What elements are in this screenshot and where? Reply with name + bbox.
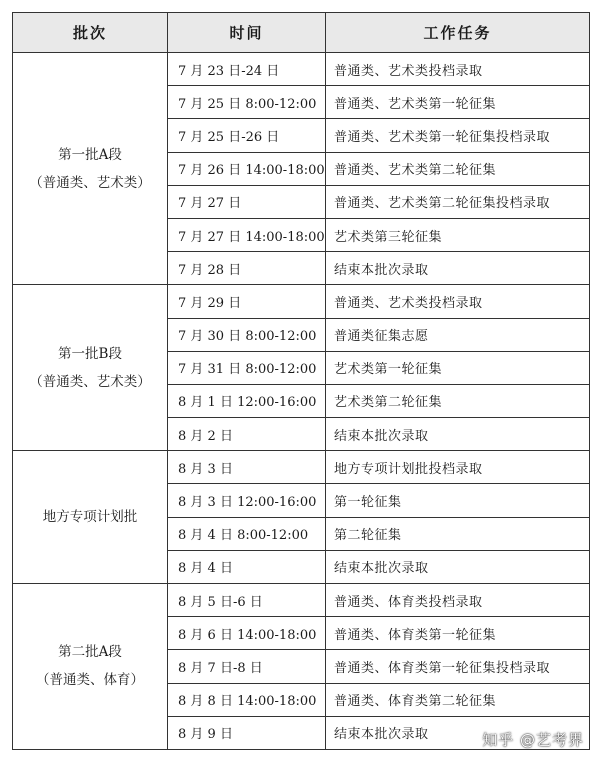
- table-row: [13, 285, 590, 318]
- time-cell: 8 月 2 日: [168, 418, 326, 451]
- time-cell: 7 月 26 日 14:00-18:00: [168, 152, 326, 185]
- schedule-body: [13, 53, 590, 750]
- task-cell: 普通类、体育类第二轮征集: [326, 683, 590, 716]
- time-cell: 8 月 9 日: [168, 716, 326, 749]
- task-cell: 普通类征集志愿: [326, 318, 590, 351]
- task-cell: 地方专项计划批投档录取: [326, 451, 590, 484]
- time-cell: 7 月 23 日-24 日: [168, 53, 326, 86]
- task-cell: 艺术类第三轮征集: [326, 218, 590, 251]
- table-row: [13, 451, 590, 484]
- task-cell: 普通类、艺术类投档录取: [326, 53, 590, 86]
- header-time: 时间: [168, 13, 326, 53]
- batch-subtitle: （普通类、体育）: [36, 672, 144, 689]
- table-row: [13, 53, 590, 86]
- time-cell: 7 月 29 日: [168, 285, 326, 318]
- batch-subtitle: （普通类、艺术类）: [29, 373, 151, 390]
- time-cell: 8 月 3 日 12:00-16:00: [168, 484, 326, 517]
- time-cell: 7 月 27 日: [168, 185, 326, 218]
- batch-name: 第二批A段: [58, 644, 122, 661]
- batch-name: 第一批A段: [58, 146, 122, 163]
- time-cell: 8 月 4 日: [168, 550, 326, 583]
- time-cell: 8 月 4 日 8:00-12:00: [168, 517, 326, 550]
- batch-cell: [13, 53, 168, 285]
- time-cell: 8 月 3 日: [168, 451, 326, 484]
- task-cell: 结束本批次录取: [326, 252, 590, 285]
- task-cell: 普通类、体育类第一轮征集: [326, 617, 590, 650]
- admission-schedule-table: [12, 12, 590, 750]
- task-cell: 第一轮征集: [326, 484, 590, 517]
- time-cell: 8 月 6 日 14:00-18:00: [168, 617, 326, 650]
- task-cell: 艺术类第二轮征集: [326, 384, 590, 417]
- task-cell: 普通类、艺术类第一轮征集投档录取: [326, 119, 590, 152]
- task-cell: 结束本批次录取: [326, 418, 590, 451]
- task-cell: 普通类、体育类第一轮征集投档录取: [326, 650, 590, 683]
- batch-cell: [13, 285, 168, 451]
- time-cell: 7 月 31 日 8:00-12:00: [168, 351, 326, 384]
- watermark: 知乎 @艺考界: [482, 731, 584, 749]
- time-cell: 8 月 8 日 14:00-18:00: [168, 683, 326, 716]
- batch-cell: [13, 584, 168, 750]
- header-batch: 批次: [13, 13, 168, 53]
- time-cell: 7 月 27 日 14:00-18:00: [168, 218, 326, 251]
- batch-cell: [13, 451, 168, 584]
- batch-name: 第一批B段: [58, 345, 122, 362]
- header-row: [13, 13, 590, 53]
- time-cell: 8 月 1 日 12:00-16:00: [168, 384, 326, 417]
- task-cell: 普通类、艺术类第一轮征集: [326, 86, 590, 119]
- time-cell: 7 月 30 日 8:00-12:00: [168, 318, 326, 351]
- task-cell: 艺术类第一轮征集: [326, 351, 590, 384]
- time-cell: 7 月 28 日: [168, 252, 326, 285]
- time-cell: 8 月 7 日-8 日: [168, 650, 326, 683]
- task-cell: 普通类、体育类投档录取: [326, 584, 590, 617]
- time-cell: 7 月 25 日 8:00-12:00: [168, 86, 326, 119]
- task-cell: 普通类、艺术类第二轮征集: [326, 152, 590, 185]
- time-cell: 8 月 5 日-6 日: [168, 584, 326, 617]
- task-cell: 结束本批次录取: [326, 716, 590, 749]
- task-cell: 第二轮征集: [326, 517, 590, 550]
- task-cell: 普通类、艺术类投档录取: [326, 285, 590, 318]
- table-row: [13, 584, 590, 617]
- batch-name: 地方专项计划批: [42, 509, 138, 526]
- batch-subtitle: （普通类、艺术类）: [29, 174, 151, 191]
- task-cell: 普通类、艺术类第二轮征集投档录取: [326, 185, 590, 218]
- task-cell: 结束本批次录取: [326, 550, 590, 583]
- header-task: 工作任务: [326, 13, 590, 53]
- time-cell: 7 月 25 日-26 日: [168, 119, 326, 152]
